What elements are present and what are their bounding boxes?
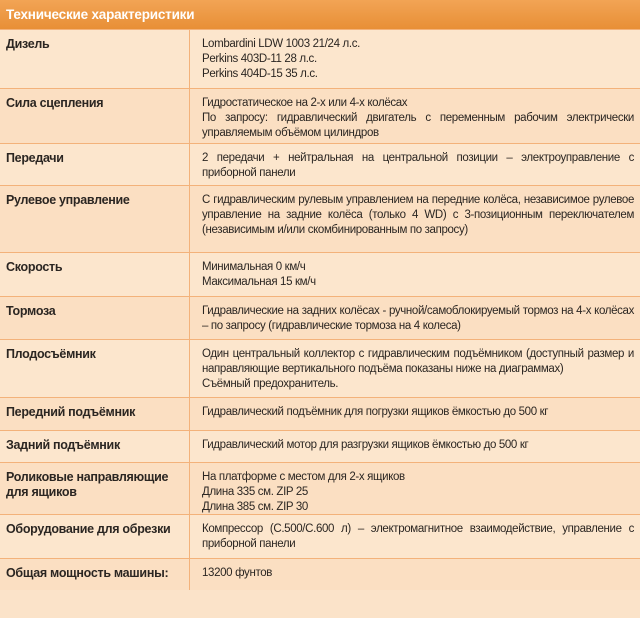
spec-row-roller-guides: [0, 462, 640, 514]
spec-row-front-lift: [0, 397, 640, 430]
spec-value: [190, 463, 640, 514]
spec-value-line: 13200 фунтов: [202, 567, 273, 579]
spec-value: [190, 297, 640, 339]
spec-value-line: Длина 335 см. ZIP 25: [202, 486, 308, 498]
spec-label: Тормоза: [0, 297, 190, 339]
spec-value-line: По запросу: гидравлический двигатель с переменным рабочим электрически управляемым объёмом цилиндров: [202, 112, 634, 139]
spec-row-pruning-equipment: [0, 514, 640, 558]
spec-value: [190, 144, 640, 185]
spec-value: [190, 515, 640, 558]
spec-label: Оборудование для обрезки: [0, 515, 190, 558]
spec-value-line: Максимальная 15 км/ч: [202, 276, 316, 288]
table-body: [0, 29, 640, 618]
spec-value-line: Гидравлический мотор для разгрузки ящиков ёмкостью до 500 кг: [202, 439, 529, 451]
spec-row-total-weight: [0, 558, 640, 590]
table-title: Технические характеристики: [0, 0, 640, 29]
spec-value: [190, 340, 640, 397]
spec-row-rear-lift: [0, 430, 640, 462]
spec-value-line: Гидравлический подъёмник для погрузки ящиков ёмкостью до 500 кг: [202, 406, 549, 418]
spec-label: Общая мощность машины:: [0, 559, 190, 590]
spec-value: [190, 559, 640, 590]
spec-label: Скорость: [0, 253, 190, 296]
spec-value: [190, 253, 640, 296]
spec-value-line: Минимальная 0 км/ч: [202, 261, 306, 273]
spec-label: Рулевое управление: [0, 186, 190, 252]
spec-value-line: Perkins 404D-15 35 л.с.: [202, 68, 318, 80]
spec-value-line: С гидравлическим рулевым управлением на передние колёса, независимое рулевое управление на задние колёса (только 4 WD) с 3-позиционным переключателем (независимым и/или скомбинированным по запросу): [202, 194, 634, 236]
spec-label: Передачи: [0, 144, 190, 185]
spec-value-line: Съёмный предохранитель.: [202, 378, 339, 390]
spec-row-traction: [0, 88, 640, 143]
spec-value-line: Lombardini LDW 1003 21/24 л.с.: [202, 38, 360, 50]
spec-label: Задний подъёмник: [0, 431, 190, 462]
spec-value-line: Perkins 403D-11 28 л.с.: [202, 53, 317, 65]
spec-value-line: Компрессор (С.500/С.600 л) – электромагнитное взаимодействие, управление с приборной панели: [202, 523, 634, 550]
spec-row-brakes: [0, 296, 640, 339]
spec-value-line: Один центральный коллектор с гидравлическим подъёмником (доступный размер и направляющие вертикального подъёма показаны ниже на диаграммах): [202, 348, 634, 375]
spec-value-line: 2 передачи + нейтральная на центральной позиции – электроуправление с приборной панели: [202, 152, 634, 179]
spec-value-line: На платформе с местом для 2-х ящиков: [202, 471, 405, 483]
spec-value-line: Длина 385 см. ZIP 30: [202, 501, 308, 513]
spec-value: [190, 431, 640, 462]
spec-label: Дизель: [0, 30, 190, 88]
spec-label: Передний подъёмник: [0, 398, 190, 430]
spec-label: Плодосъёмник: [0, 340, 190, 397]
spec-value-line: Гидростатическое на 2-х или 4-х колёсах: [202, 97, 408, 109]
spec-row-steering: [0, 185, 640, 252]
spec-value: [190, 30, 640, 88]
spec-row-speed: [0, 252, 640, 296]
spec-label: Роликовые направляющие для ящиков: [0, 463, 190, 514]
spec-value: [190, 398, 640, 430]
spec-label: Сила сцепления: [0, 89, 190, 143]
spec-row-transmission: [0, 143, 640, 185]
spec-row-diesel: [0, 29, 640, 88]
spec-row-fruit-collector: [0, 339, 640, 397]
spec-value-line: Гидравлические на задних колёсах - ручной/самоблокируемый тормоз на 4-х колёсах – по запросу (гидравлические тормоза на 4 колеса): [202, 305, 634, 332]
spec-value: [190, 89, 640, 143]
spec-value: [190, 186, 640, 252]
